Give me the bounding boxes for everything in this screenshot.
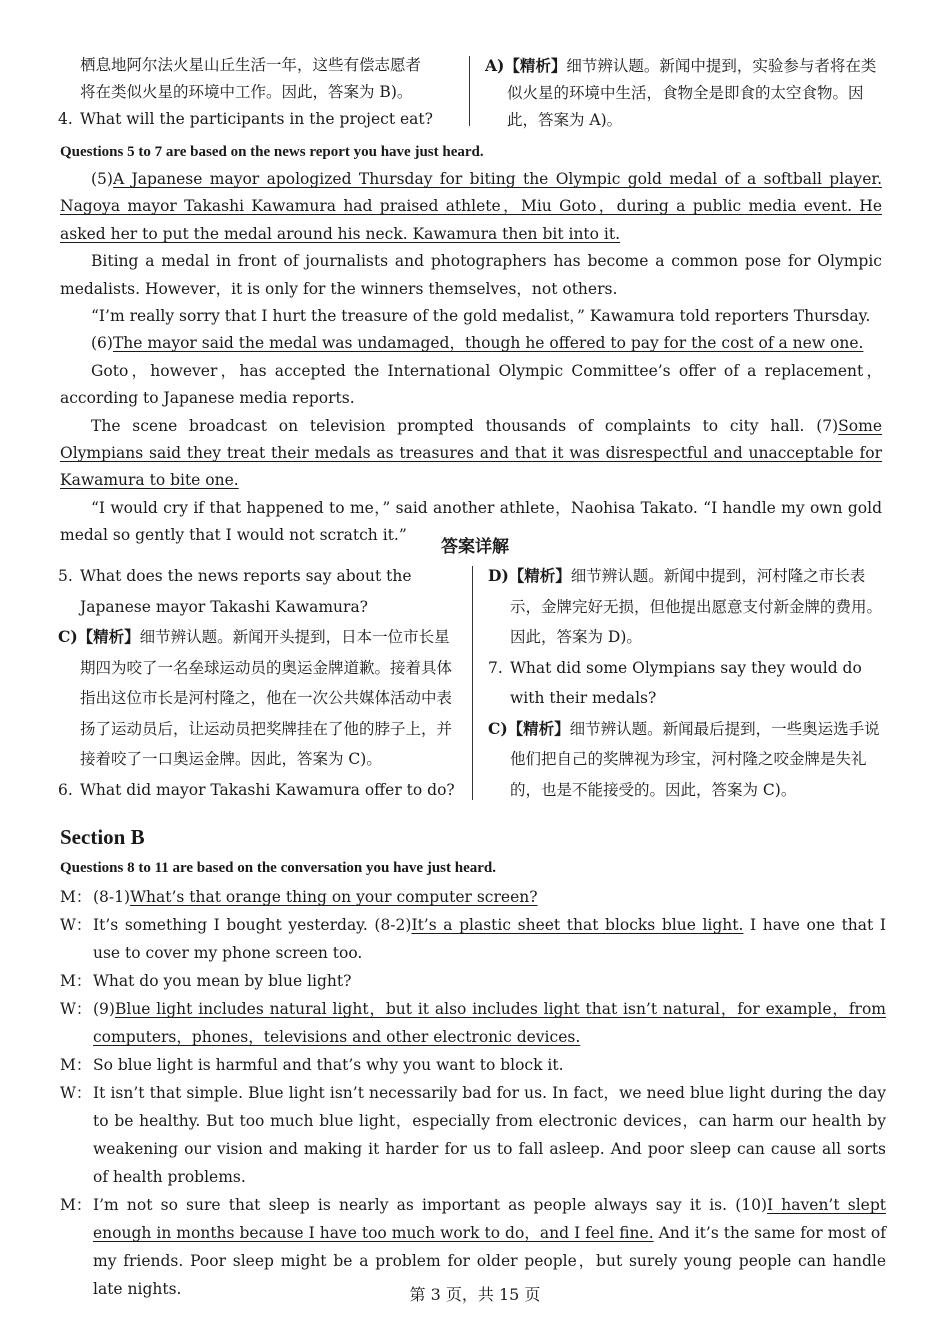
section-b-heading: Questions 8 to 11 are based on the conversation you have just heard. [60, 860, 496, 876]
section-b-title: Section B [60, 825, 145, 849]
dialogue-turn: W： (9)Blue light includes natural light，but it also includes light that isn’t natural，for example，from computers，phones，televisions and other electronic devices. [60, 1000, 886, 1046]
dialogue-turn: M： (8-1)What’s that orange thing on your computer screen? [60, 888, 538, 906]
question-7: 7. What did some Olympians say they would do with their medals? [488, 658, 862, 707]
answer-5-explanation: C)【精析】细节辨认题。新闻开头提到，日本一位市长星期四为咬了一名垒球运动员的奥运金牌道歉。接着具体指出这位市长是河村隆之，他在一次公共媒体活动中表扬了运动员后，让运动员把奖牌挂在了他的脖子上，并接着咬了一口奥运金牌。因此，答案为 C)。 [58, 627, 453, 768]
question-6: 6. What did mayor Takashi Kawamura offer to do? [58, 780, 455, 799]
answers-right-column [488, 561, 886, 805]
answers-title: 答案详解 [441, 537, 509, 557]
top-right-column [485, 52, 885, 134]
news-paragraph-2: Biting a medal in front of journalists and photographers has become a common pose for Olympic medalists. However，it is only for the winners themselves，not others. [60, 252, 882, 298]
top-left-column [58, 52, 463, 133]
question-5: 5. What does the news reports say about the Japanese mayor Takashi Kawamura? [58, 567, 412, 616]
dialogue-turn: M： So blue light is harmful and that’s why you want to block it. [60, 1056, 564, 1074]
dialogue-turn: M： I’m not so sure that sleep is nearly as important as people always say it is. (10)I haven’t slept enough in months because I have too much work to do，and I feel fine. And it’s the same for most of my friends. Poor sleep might be a problem for older people，but surely young people can handle late nights. [60, 1196, 886, 1298]
news-paragraph-6: The scene broadcast on television prompted thousands of complaints to city hall. (7)Some Olympians said they treat their medals as treasures and that it was disrespectful and unacceptable for Kawamura to bite one. [60, 416, 882, 490]
dialogue-turn: W： It isn’t that simple. Blue light isn’t necessarily bad for us. In fact，we need blue light during the day to be healthy. But too much blue light，especially from electronic devices，can harm our health by weakening our vision and making it harder for us to fall asleep. And poor sleep can cause all sorts of health problems. [60, 1084, 886, 1186]
page-number: 第 3 页，共 15 页 [409, 1285, 541, 1304]
answer-7-explanation: C)【精析】细节辨认题。新闻最后提到，一些奥运选手说他们把自己的奖牌视为珍宝，河村隆之咬金牌是失礼的，也是不能接受的。因此，答案为 C)。 [488, 718, 880, 799]
question-4: 4. What will the participants in the project eat? [58, 110, 433, 128]
news-paragraph-3: “I’m really sorry that I hurt the treasure of the gold medalist，” Kawamura told reporters Thursday. [91, 307, 871, 326]
news-paragraph-4: (6)The mayor said the medal was undamaged，though he offered to pay for the cost of a new one. [91, 334, 864, 353]
dialogue-turn: M： What do you mean by blue light? [60, 972, 352, 990]
answers-left-column [58, 561, 458, 805]
conversation [60, 883, 886, 1303]
answer-6-explanation: D)【精析】细节辨认题。新闻中提到，河村隆之市长表示，金牌完好无损，但他提出愿意支付新金牌的费用。因此，答案为 D)。 [488, 566, 883, 646]
q3-explanation-continued: 栖息地阿尔法火星山丘生活一年，这些有偿志愿者 将在类似火星的环境中工作。因此，答案为 B)。 [80, 56, 422, 101]
answer-4-explanation: A)【精析】细节辨认题。新闻中提到，实验参与者将在类似火星的环境中生活，食物全是即食的太空食物。因此，答案为 A)。 [485, 56, 877, 129]
column-divider-top [469, 56, 470, 126]
column-divider-answers [472, 566, 473, 800]
news-paragraph-5: Goto，however，has accepted the International Olympic Committee’s offer of a replacement，according to Japanese media reports. [60, 361, 882, 408]
news-heading: Questions 5 to 7 are based on the news report you have just heard. [60, 144, 484, 160]
news-report [60, 166, 882, 550]
news-paragraph-7: “I would cry if that happened to me，” said another athlete，Naohisa Takato. “I handle my own gold medal so gently that I would not scratch it.” [60, 498, 882, 545]
news-paragraph-1: (5)A Japanese mayor apologized Thursday for biting the Olympic gold medal of a softball player. Nagoya mayor Takashi Kawamura had praised athlete，Miu Goto，during a public media event. He asked her to put the medal around his neck. Kawamura then bit into it. [60, 170, 882, 243]
dialogue-turn: W： It’s something I bought yesterday. (8-2)It’s a plastic sheet that blocks blue light. I have one that I use to cover my phone screen too. [60, 916, 886, 962]
